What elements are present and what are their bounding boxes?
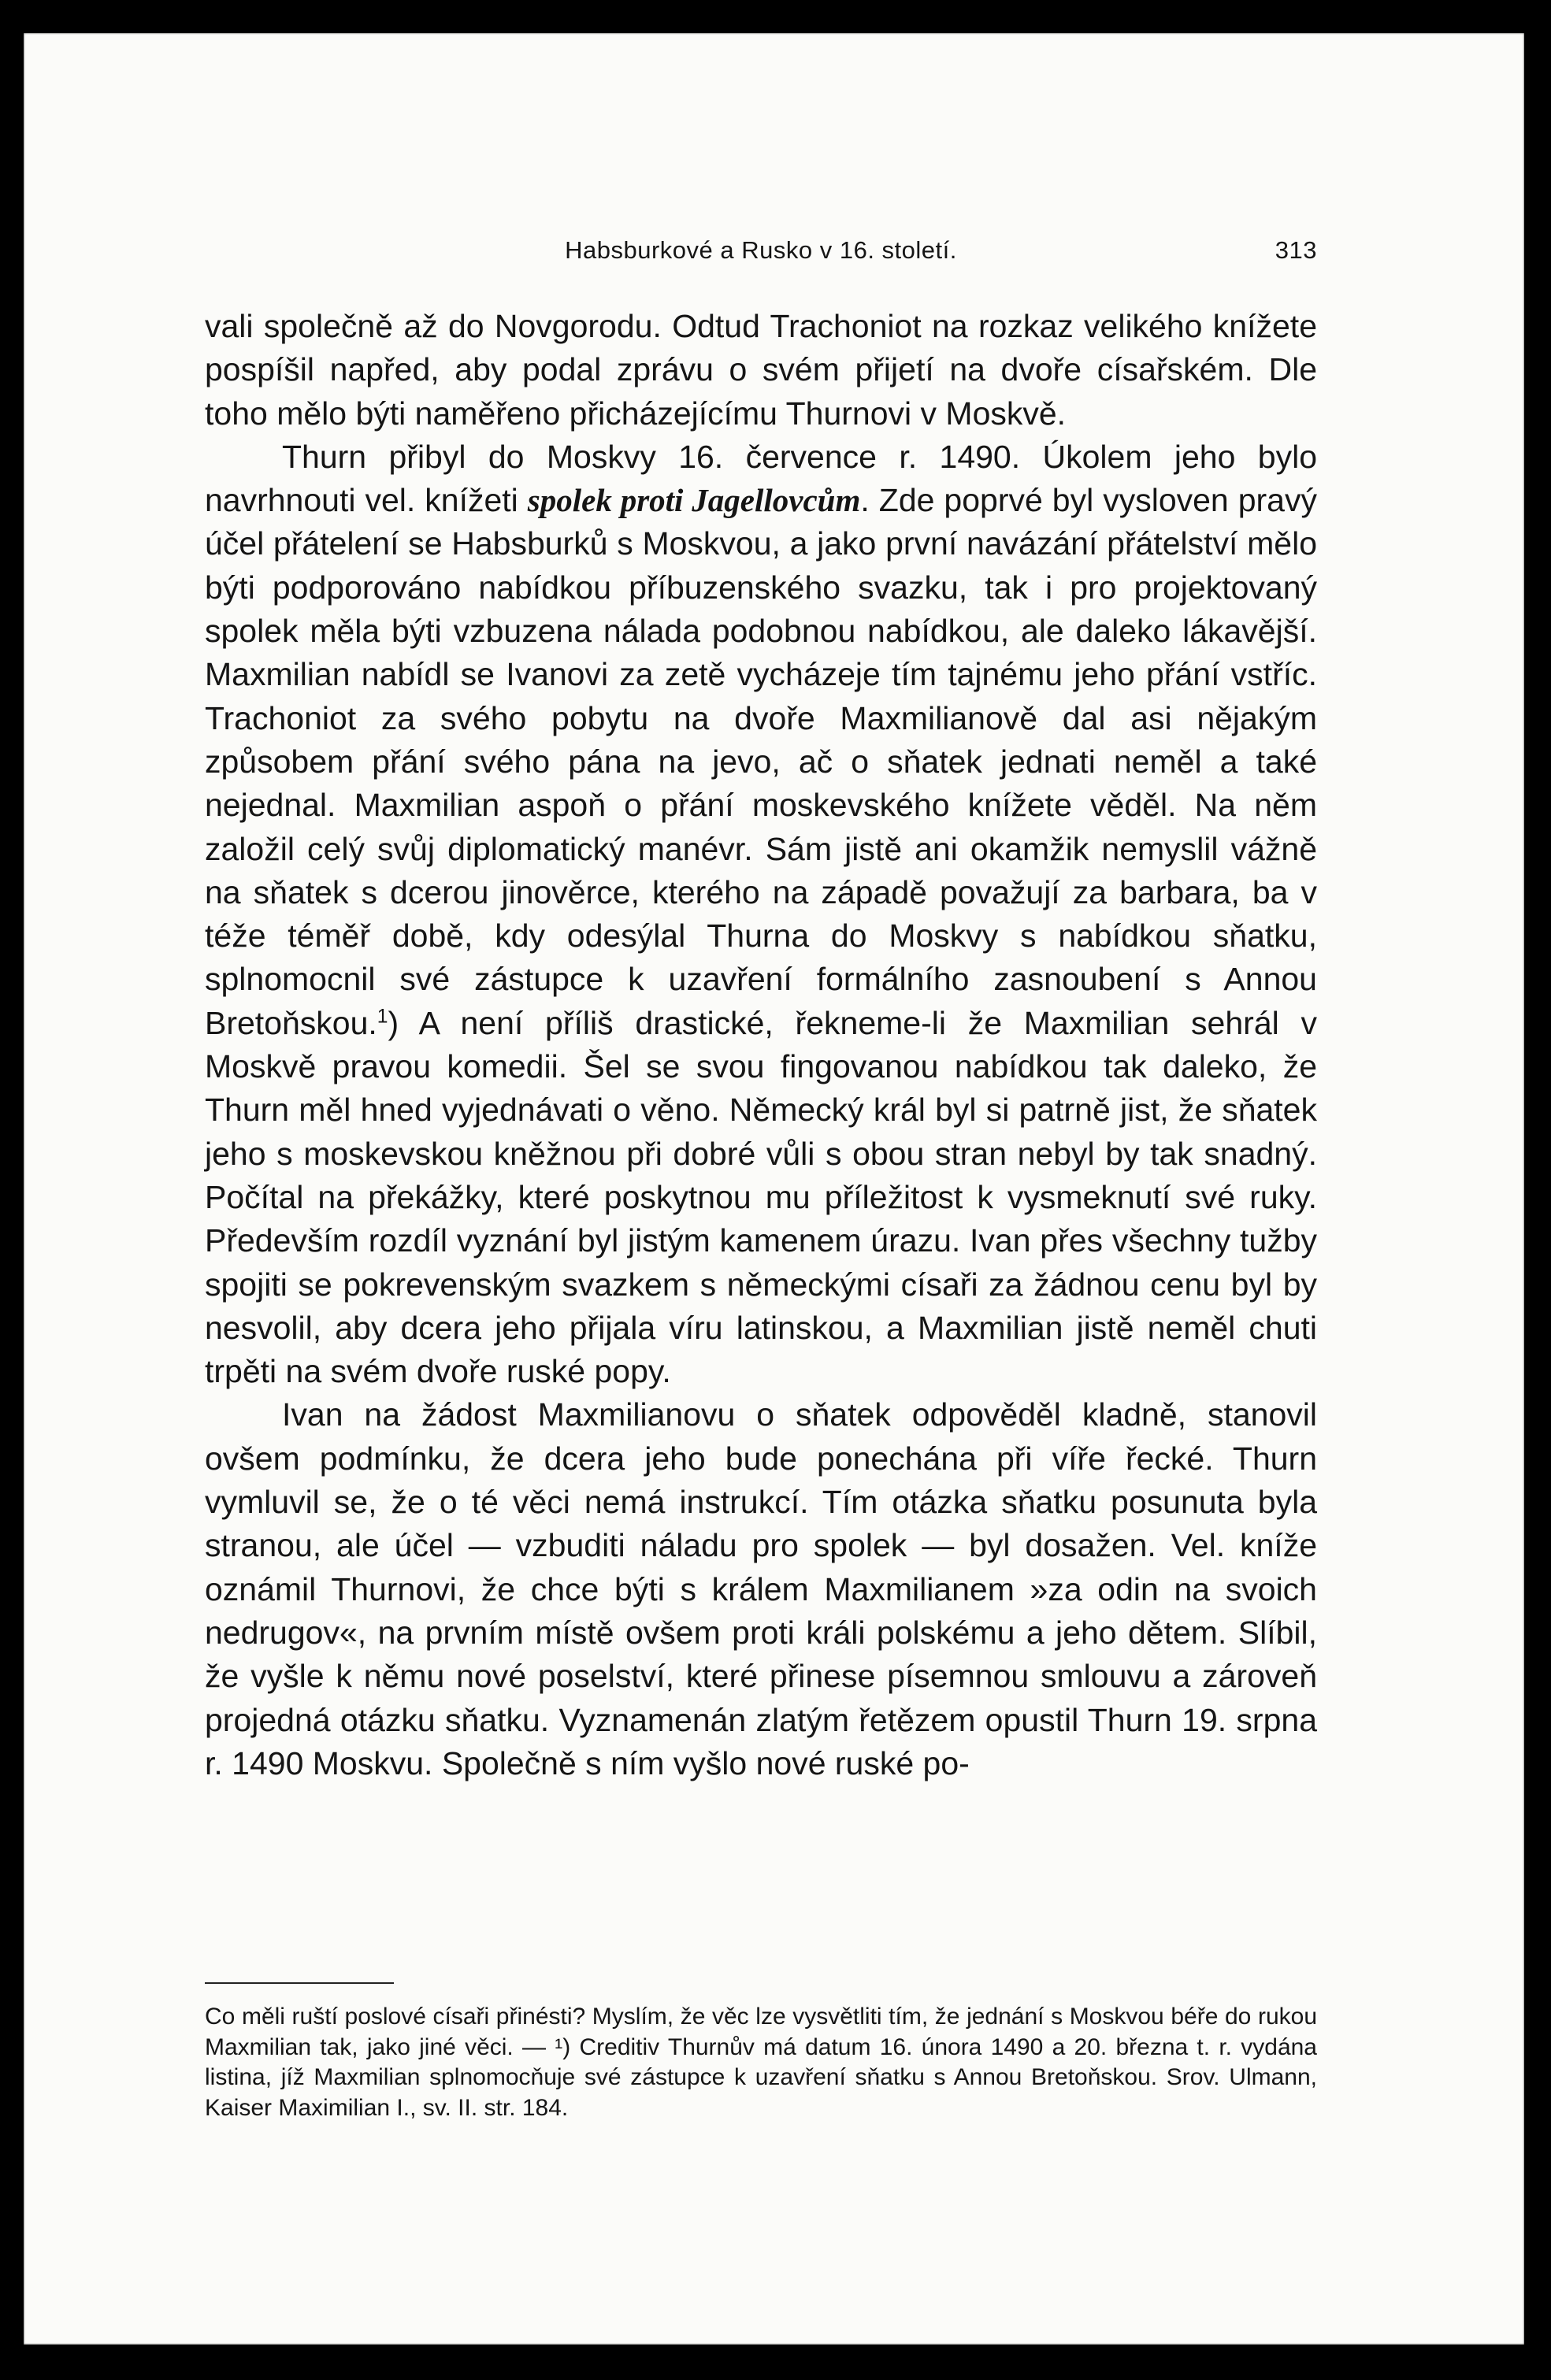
footnotes	[205, 2002, 1317, 2123]
footnote-reference: 1	[377, 1006, 388, 1028]
book-page	[24, 33, 1524, 2345]
footnote-divider	[205, 1982, 394, 1984]
page-number: 313	[1275, 236, 1317, 264]
footnote-text-end: Creditiv Thurnův má datum 16. února 1490 a 20. března t. r. vydána listina, jíž Maxmilian splnomocňuje své zástupce k uzavření sňatku s Annou Bretoňskou. Srov. Ulmann, Kaiser Maximilian I., sv. II. str. 184.	[205, 2033, 1317, 2121]
footnote-marker: ¹)	[555, 2033, 571, 2060]
emphasized-phrase: spolek proti Jagellovcům	[527, 482, 861, 519]
running-head	[205, 236, 1317, 284]
paragraph-2-middle: . Zde poprvé byl vysloven pravý účel přátelení se Habsburků s Moskvou, a jako první navázání přátelství mělo býti podporováno nabídkou příbuzenského svazku, tak i pro projektovaný spolek měla býti vzbuzena nálada podobnou nabídkou, ale daleko lákavější. Maxmilian nabídl se Ivanovi za zetě vycházeje tím tajnému jeho přání vstříc. Trachoniot za svého pobytu na dvoře Maxmilianově dal asi nějakým způsobem přání svého pána na jevo, ač o sňatek jednati neměl a také nejednal. Maxmilian aspoň o přání moskevského knížete věděl. Na něm založil celý svůj diplomatický manévr. Sám jistě ani okamžik nemyslil vážně na sňatek s dcerou jinověrce, kterého na západě považují za barbara, ba v téže téměř době, kdy odesýlal Thurna do Moskvy s nabídkou sňatku, splnomocnil své zástupce k uzavření formálního zasnoubení s Annou Bretoňskou.	[205, 482, 1317, 1041]
paragraph-1: vali společně až do Novgorodu. Odtud Trachoniot na rozkaz velikého knížete pospíšil napřed, aby podal zprávu o svém přijetí na dvoře císařském. Dle toho mělo býti naměřeno přicházejícímu Thurnovi v Moskvě.	[205, 308, 1317, 432]
body-text	[205, 305, 1317, 1785]
paragraph-2-end: ) A není příliš drastické, řekneme-li že Maxmilian sehrál v Moskvě pravou komedii. Šel se svou fingovanou nabídkou tak daleko, že Thurn měl hned vyjednávati o věno. Německý král byl si patrně jist, že sňatek jeho s moskevskou kněžnou při dobré vůli s obou stran nebyl by tak snadný. Počítal na překážky, které poskytnou mu příležitost k vysmeknutí své ruky. Především rozdíl vyznání byl jistým kamenem úrazu. Ivan přes všechny tužby spojiti se pokrevenským svazkem s německými císaři za žádnou cenu byl by nesvolil, aby dcera jeho přijala víru latinskou, a Maxmilian jistě neměl chuti trpěti na svém dvoře ruské popy.	[205, 1004, 1317, 1390]
footnote-text-start: Co měli ruští poslové císaři přinésti? Myslím, že věc lze vysvětliti tím, že jednání s Moskvou béře do rukou Maxmilian tak, jako jiné věci. —	[205, 2004, 1317, 2060]
paragraph-2-start: Thurn přibyl do Moskvy 16. července r. 1490. Úkolem jeho bylo navrhnouti vel. knížeti	[205, 438, 1317, 519]
running-title: Habsburkové a Rusko v 16. století.	[565, 236, 957, 264]
paragraph-2	[205, 436, 1317, 1394]
paragraph-3: Ivan na žádost Maxmilianovu o sňatek odpověděl kladně, stanovil ovšem podmínku, že dcera jeho bude ponechána při víře řecké. Thurn vymluvil se, že o té věci nemá instrukcí. Tím otázka sňatku posunuta byla stranou, ale účel — vzbuditi náladu pro spolek — byl dosažen. Vel. kníže oznámil Thurnovi, že chce býti s králem Maxmilianem »za odin na svoich nedrugov«, na prvním místě ovšem proti králi polskému a jeho dětem. Slíbil, že vyšle k němu nové poselství, které přinese písemnou smlouvu a zároveň projedná otázku sňatku. Vyznamenán zlatým řetězem opustil Thurn 19. srpna r. 1490 Moskvu. Společně s ním vyšlo nové ruské po-	[205, 1396, 1317, 1781]
